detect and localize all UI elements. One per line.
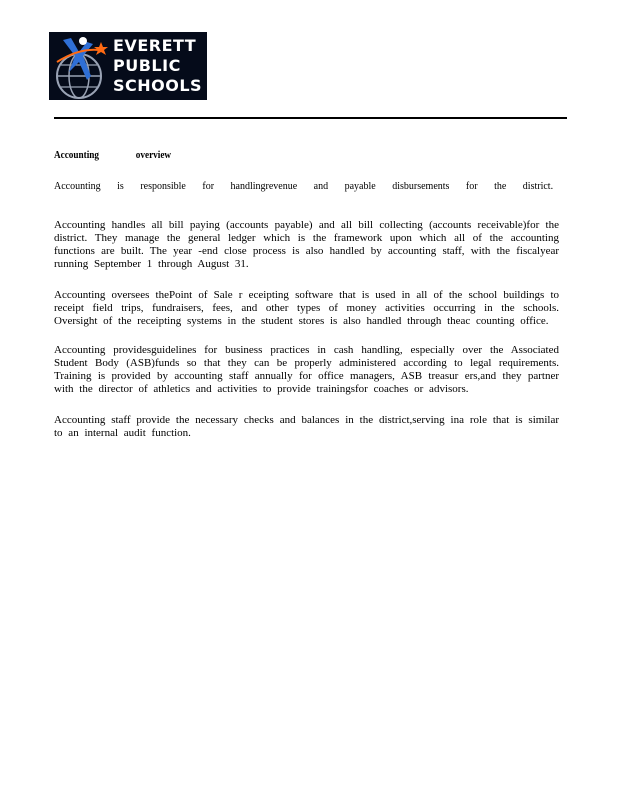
logo-line-3: SCHOOLS: [113, 76, 203, 95]
page-title-word-2: overview: [135, 150, 172, 161]
paragraph-1: Accounting handles all bill paying (accounts payable) and all bill collecting (accounts receivable)for the district. They manage the general ledger which is the framework upon which all of the accounting functions are built. The year -end close process is also handled by accounting staff, with the fiscalyear running September 1 through August 31.: [54, 219, 559, 270]
logo-text: [113, 36, 202, 96]
everett-public-schools-logo: [49, 32, 207, 100]
paragraph-3: Accounting providesguidelines for business practices in cash handling, especially over the Associated Student Body (ASB)funds so that they can be properly administered according to legal requirements. Training is provided by accounting staff annually for office managers, ASB treasur ers,and they partner with the director of athletics and activities to provide trainingsfor coaches or advisors.: [54, 344, 559, 395]
logo-line-2: PUBLIC: [113, 56, 181, 75]
page-title: [54, 150, 171, 161]
paragraph-4: Accounting staff provide the necessary checks and balances in the district,serving ina role that is similar to an internal audit function.: [54, 414, 559, 439]
header-divider: [54, 117, 567, 119]
intro-sentence: Accounting is responsible for handlingrevenue and payable disbursements for the district.: [54, 181, 554, 192]
logo-line-1: EVERETT: [113, 36, 197, 55]
paragraph-2: Accounting oversees thePoint of Sale r eceipting software that is used in all of the school buildings to receipt field trips, fundraisers, fees, and other types of money activities occurring in the schools. Oversight of the receipting systems in the student stores is also handled through theac counting office.: [54, 289, 559, 327]
page-title-word-1: Accounting: [54, 150, 99, 161]
